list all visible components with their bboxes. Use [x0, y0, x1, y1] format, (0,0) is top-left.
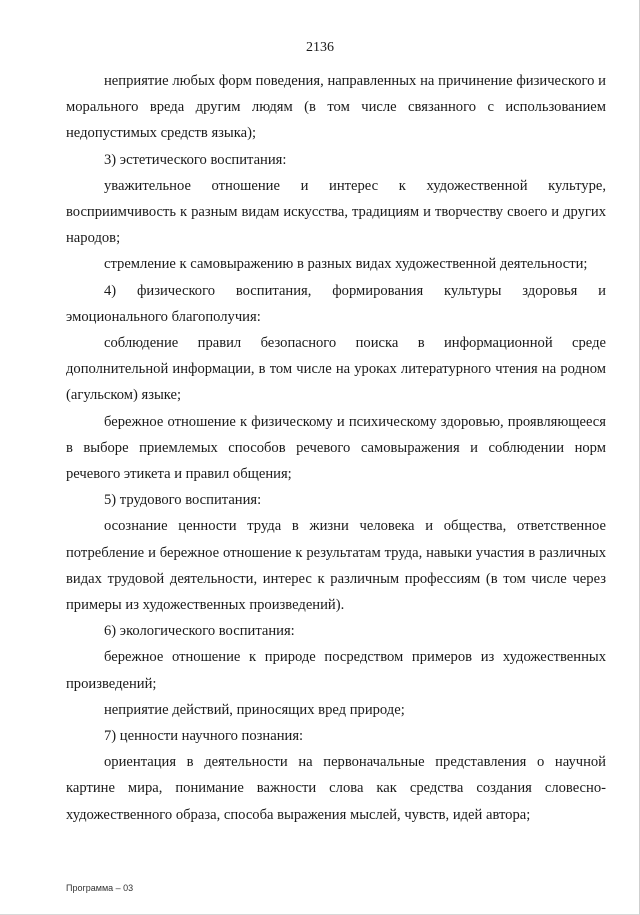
heading-physical-education: 4) физического воспитания, формирования культуры здоровья и эмоционального благополучия: [66, 282, 606, 325]
paragraph-unacceptance-behavior: неприятие любых форм поведения, направленных на причинение физического и морального вреда другим людям (в том числе связанного с использованием недопустимых средств языка); [66, 73, 606, 142]
paragraph-self-expression: стремление к самовыражению в разных видах художественной деятельности; [104, 256, 588, 273]
document-body [66, 68, 606, 828]
heading-ecological-education: 6) экологического воспитания: [104, 623, 295, 640]
heading-scientific-knowledge: 7) ценности научного познания: [104, 728, 304, 745]
paragraph-nature-care: бережное отношение к природе посредством примеров из художественных произведений; [66, 649, 606, 692]
paragraph-value-of-labor: осознание ценности труда в жизни человека и общества, ответственное потребление и бережное отношение к результатам труда, навыки участия в различных видах трудовой деятельности, интерес к различным профессиям (в том числе через примеры из художественных произведений). [66, 518, 606, 614]
paragraph-scientific-orientation: ориентация в деятельности на первоначальные представления о научной картине мира, понимание важности слова как средства создания словесно-художественного образа, способа выражения мыслей, чувств, идей автора; [66, 754, 606, 823]
paragraph-health-care: бережное отношение к физическому и психическому здоровью, проявляющееся в выборе приемлемых способов речевого самовыражения и соблюдении норм речевого этикета и правил общения; [66, 413, 606, 483]
page-number: 2136 [306, 40, 334, 55]
paragraph-harm-rejection: неприятие действий, приносящих вред природе; [104, 701, 405, 718]
heading-labor-education: 5) трудового воспитания: [104, 492, 262, 509]
paragraph-respect-culture: уважительное отношение и интерес к художественной культуре, восприимчивость к разным видам искусства, традициям и творчеству своего и других народов; [66, 177, 606, 247]
footer-program-label: Программа – 03 [66, 883, 134, 893]
paragraph-safe-search: соблюдение правил безопасного поиска в информационной среде дополнительной информации, в том числе на уроках литературного чтения на родном (агульском) языке; [66, 335, 606, 404]
heading-aesthetic-education: 3) эстетического воспитания: [104, 151, 287, 168]
